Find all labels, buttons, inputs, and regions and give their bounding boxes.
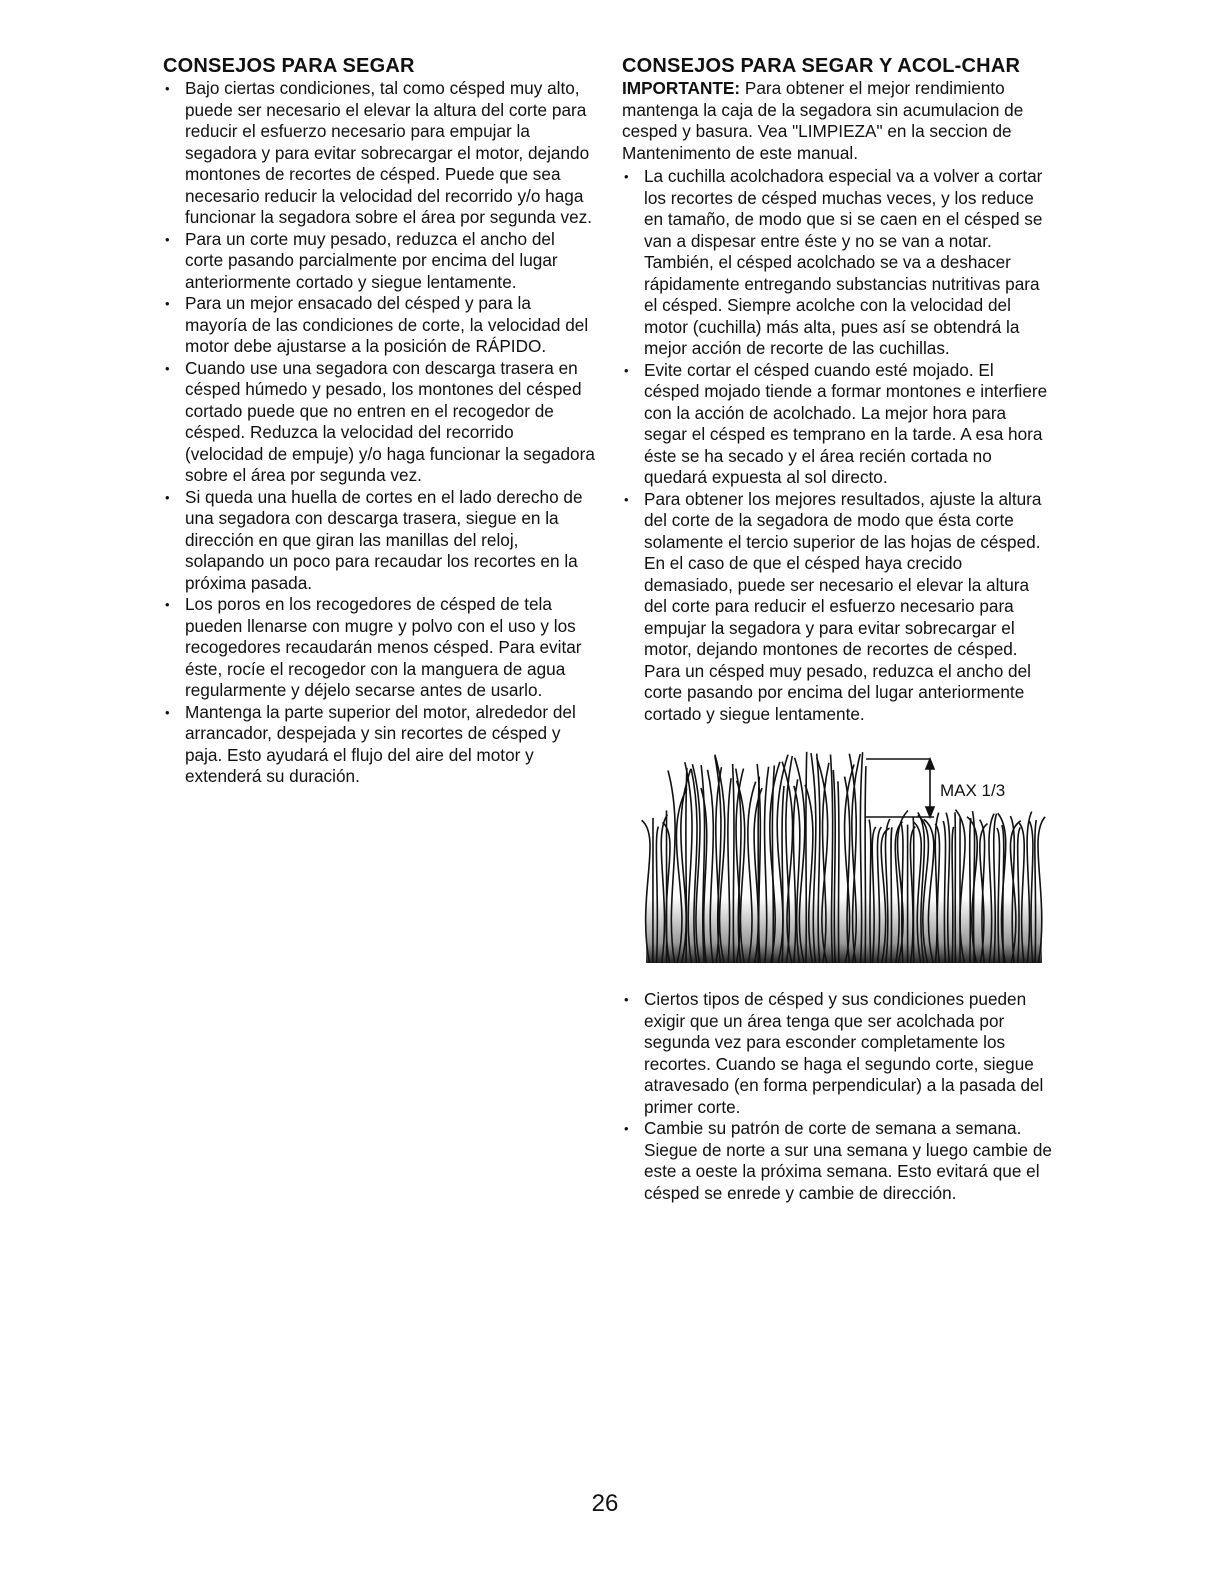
list-item: • Mantenga la parte superior del motor, alrededor del arrancador, despejada y sin recortes de césped y paja. Esto ayudará el flujo del aire del motor y extenderá su duración. — [163, 702, 595, 788]
important-text: Para obtener el mejor rendimiento mantenga la caja de la segadora sin acumulacion de cesped y basura. Vea "LIMPIEZA" en la seccion de Mantenimento de este manual. — [622, 78, 1024, 163]
grass-height-figure — [634, 747, 1054, 967]
grass-illustration — [634, 747, 1054, 967]
list-item: • Cambie su patrón de corte de semana a semana. Siegue de norte a sur una semana y luego cambie de este a oeste la próxima semana. Esto evitará que el césped se enrede y cambie de dirección. — [622, 1118, 1052, 1204]
important-note — [622, 78, 1052, 164]
grass-blade — [970, 818, 971, 963]
left-bullet-list — [163, 78, 595, 788]
grass-blade — [686, 768, 687, 963]
list-item: • Bajo ciertas condiciones, tal como césped muy alto, puede ser necesario el elevar la altura del corte para reducir el esfuerzo necesario para empujar la segadora y para evitar sobrecargar el motor, dejando montones de recortes de césped. Puede que sea necesario reducir la velocidad del recorrido y/o haga funcionar la segadora sobre el área por segunda vez. — [163, 78, 595, 229]
grass-blade — [733, 764, 734, 963]
grass-blade — [869, 820, 871, 963]
grass-blade — [838, 781, 839, 963]
heading-consejos-segar-acolchar: CONSEJOS PARA SEGAR Y ACOL-CHAR — [622, 55, 1021, 77]
grass-blade — [952, 827, 954, 963]
grass-blade — [891, 827, 892, 963]
list-item: • Para un mejor ensacado del césped y para la mayoría de las condiciones de corte, la velocidad del motor debe ajustarse a la posición de RÁPIDO. — [163, 293, 595, 358]
important-label: IMPORTANTE: — [622, 78, 741, 98]
grass-blade — [865, 766, 866, 963]
list-item: • Para un corte muy pesado, reduzca el ancho del corte pasando parcialmente por encima del lugar anteriormente cortado y siegue lentamente. — [163, 229, 595, 294]
max-one-third-marker — [866, 759, 934, 817]
left-column — [163, 56, 595, 788]
list-item: • La cuchilla acolchadora especial va a volver a cortar los recortes de césped muchas veces, y los reduce en tamaño, de modo que si se caen en el césped se van a dispesar entre éste y no se van a notar. También, el césped acolchado se va a deshacer rápidamente entregando substancias nutritivas para el césped. Siempre acolche con la velocidad del motor (cuchilla) más alta, pues así se obtendrá la mejor acción de recorte de las cuchillas. — [622, 166, 1052, 360]
page-number: 26 — [591, 1490, 619, 1517]
max-one-third-label: MAX 1/3 — [940, 781, 1006, 800]
list-item: • Cuando use una segadora con descarga trasera en césped húmedo y pesado, los montones del césped cortado puede que no entren en el recogedor de césped. Reduzca la velocidad del recorrido (velocidad de empuje) y/o haga funcionar la segadora sobre el área por segunda vez. — [163, 358, 595, 487]
grass-blade — [806, 752, 807, 963]
grass-blade — [913, 816, 914, 963]
right-column — [622, 56, 1052, 1204]
right-bullet-list — [622, 166, 1052, 725]
right-bullet-list-after-figure — [622, 989, 1052, 1204]
heading-consejos-para-segar: CONSEJOS PARA SEGAR — [163, 55, 415, 77]
list-item: • Si queda una huella de cortes en el lado derecho de una segadora con descarga trasera, siegue en la dirección en que giran las manillas del reloj, solapando un poco para recaudar los recortes en la próxima pasada. — [163, 487, 595, 595]
list-item: • Evite cortar el césped cuando esté mojado. El césped mojado tiende a formar montones e interfiere con la acción de acolchado. La mejor hora para segar el césped es temprano en la tarde. A esa hora éste se ha secado y el área recién cortada no quedará expuesta al sol directo. — [622, 360, 1052, 489]
list-item: • Para obtener los mejores resultados, ajuste la altura del corte de la segadora de modo que ésta corte solamente el tercio superior de las hojas de césped. En el caso de que el césped haya crecido demasiado, puede ser necesario el elevar la altura del corte para reducir el esfuerzo necesario para empujar la segadora y para evitar sobrecargar el motor, dejando montones de recortes de césped. Para un césped muy pesado, reduzca el ancho del corte pasando por encima del lugar anteriormente cortado y siegue lentamente. — [622, 489, 1052, 726]
list-item: • Ciertos tipos de césped y sus condiciones pueden exigir que un área tenga que ser acolchada por segunda vez para esconder completamente los recortes. Cuando se haga el segundo corte, siegue atravesado (en forma perpendicular) a la pasada del primer corte. — [622, 989, 1052, 1118]
list-item: • Los poros en los recogedores de césped de tela pueden llenarse con mugre y polvo con el uso y los recogedores recaudarán menos césped. Para evitar éste, rocíe el recogedor con la manguera de agua regularmente y déjelo secarse antes de usarlo. — [163, 594, 595, 702]
grass-blade — [1035, 820, 1036, 963]
